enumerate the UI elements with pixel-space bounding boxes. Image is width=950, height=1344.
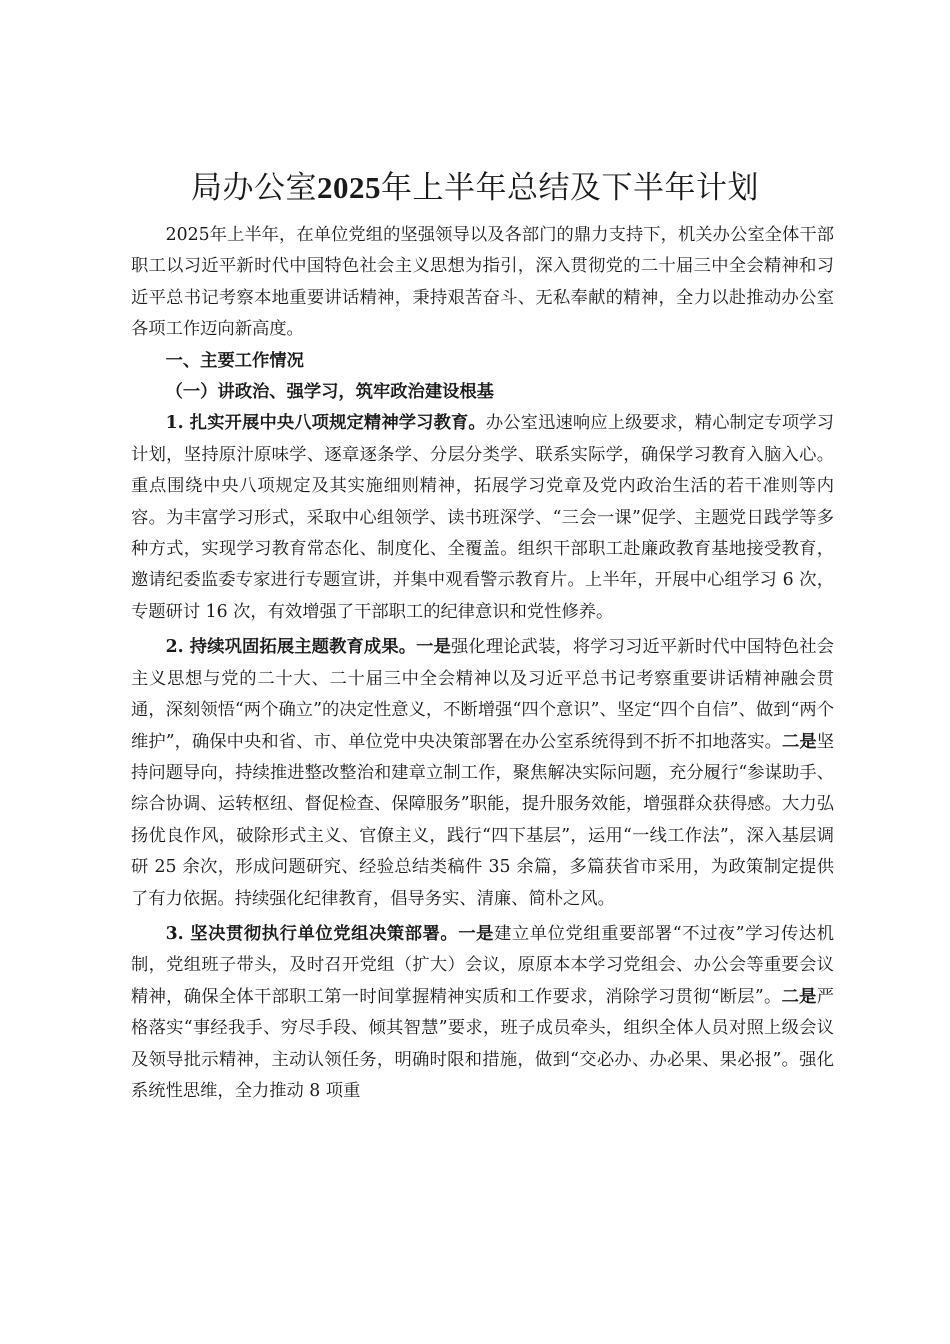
- item-2-text-2: 坚持问题导向，持续推进整改整治和建章立制工作，聚焦解决实际问题，充分履行“参谋助手、综合协调、运转枢纽、督促检查、保障服务”职能，提升服务效能，增强群众获得感。大力弘扬优良作风，破除形式主义、官僚主义，践行“四下基层”，运用“一线工作法”，深入基层调研 25 余次，形成问题研究、经验总结类稿件 35 余篇，多篇获省市采用，为政策制定提供了有力依据。持续强化纪律教育，倡导务实、清廉、简朴之风。: [131, 731, 834, 909]
- section-heading-1: 一、主要工作情况: [165, 350, 304, 371]
- intro-paragraph: 2025年上半年，在单位党组的坚强领导以及各部门的鼎力支持下，机关办公室全体干部职工以习近平新时代中国特色社会主义思想为指引，深入贯彻党的二十届三中全会精神和习近平总书记考察本地重要讲话精神，秉持艰苦奋斗、无私奉献的精神，全力以赴推动办公室各项工作迈向新高度。: [131, 225, 834, 340]
- document-body: [131, 220, 834, 1107]
- item-paragraph-2: [131, 632, 834, 915]
- item-2-marker-2: 二是: [781, 731, 817, 752]
- document-title: [0, 166, 950, 210]
- item-3-lead: 3. 坚决贯彻执行单位党组决策部署。: [165, 923, 459, 944]
- item-3-marker-2: 二是: [781, 986, 817, 1007]
- item-2-marker-1: 一是: [416, 637, 451, 658]
- item-3-text-2: 严格落实“事经我手、穷尽手段、倾其智慧”要求，班子成员牵头，组织全体人员对照上级会议及领导批示精神，主动认领任务，明确时限和措施，做到“交必办、办必果、果必报”。强化系统性思维，全力推动 8 项重: [131, 986, 834, 1101]
- item-3-marker-1: 一是: [458, 923, 495, 944]
- item-3-text-1: 建立单位党组重要部署“不过夜”学习传达机制，党组班子带头，及时召开党组（扩大）会议，原原本本学习党组会、办公会等重要会议精神，确保全体干部职工第一时间掌握精神实质和工作要求，消除学习贯彻“断层”。: [131, 923, 834, 1007]
- title-year: 2025: [317, 170, 381, 205]
- subsection-heading-1: （一）讲政治、强学习，筑牢政治建设根基: [165, 382, 494, 403]
- item-paragraph-1: [131, 408, 834, 628]
- item-paragraph-3: [131, 919, 834, 1107]
- title-part1: 局办公室: [191, 170, 317, 206]
- item-2-lead: 2. 持续巩固拓展主题教育成果。: [165, 637, 417, 658]
- item-1-text: 办公室迅速响应上级要求，精心制定专项学习计划，坚持原汁原味学、逐章逐条学、分层分类学、联系实际学，确保学习教育入脑入心。重点围绕中央八项规定及其实施细则精神，拓展学习党章及党内政治生活的若干准则等内容。为丰富学习形式，采取中心组领学、读书班深学、“三会一课”促学、主题党日践学等多种方式，实现学习教育常态化、制度化、全覆盖。组织干部职工赴廉政教育基地接受教育，邀请纪委监委专家进行专题宣讲，并集中观看警示教育片。上半年，开展中心组学习 6 次，专题研讨 16 次，有效增强了干部职工的纪律意识和党性修养。: [131, 413, 834, 622]
- item-1-lead: 1. 扎实开展中央八项规定精神学习教育。: [165, 413, 486, 434]
- item-2-text-1: 强化理论武装，将学习习近平新时代中国特色社会主义思想与党的二十大、二十届三中全会精神以及习近平总书记考察重要讲话精神融会贯通，深刻领悟“两个确立”的决定性意义，不断增强“四个意识”、坚定“四个自信”、做到“两个维护”，确保中央和省、市、单位党中央决策部署在办公室系统得到不折不扣地落实。: [131, 637, 834, 752]
- title-part2: 年上半年总结及下半年计划: [381, 170, 759, 206]
